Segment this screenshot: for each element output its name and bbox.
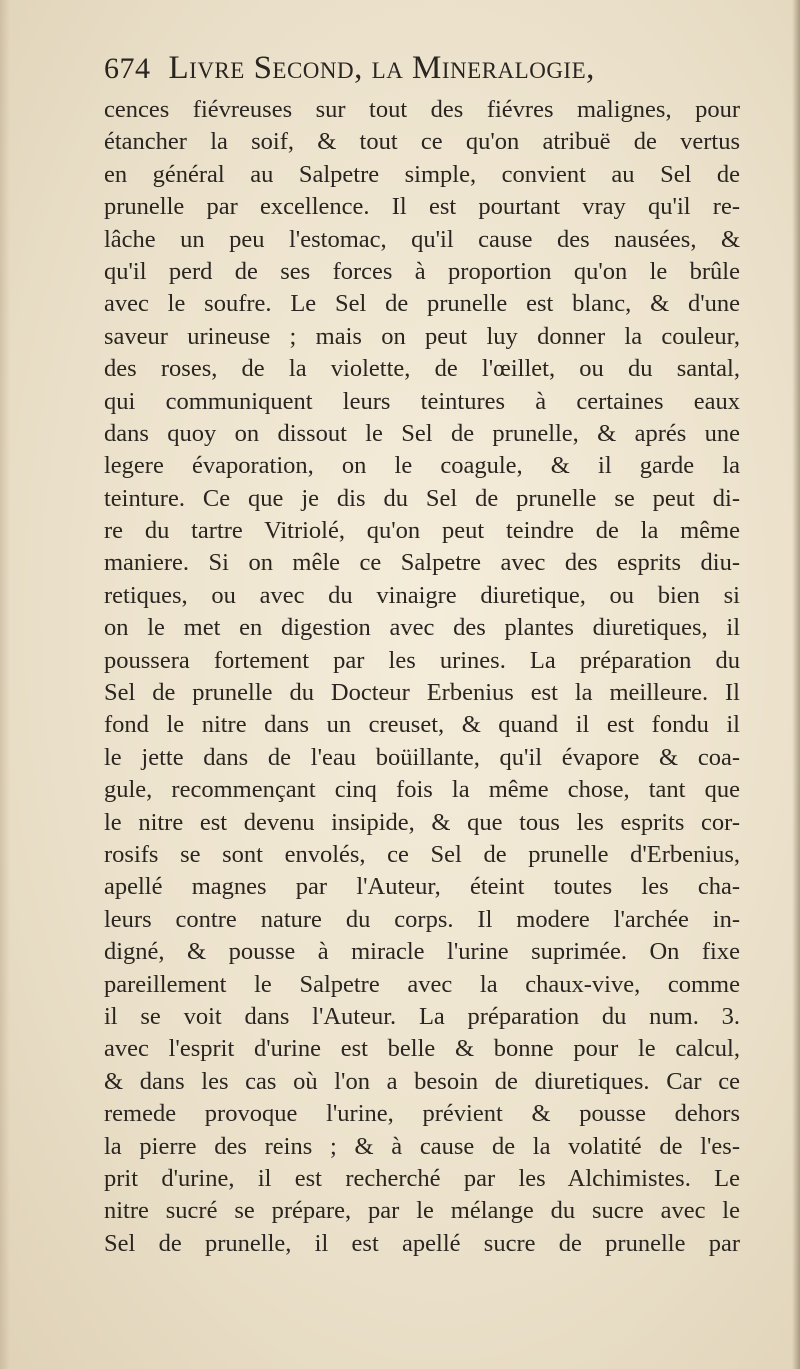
text-line: Sel de prunelle, il est apellé sucre de prunelle par bbox=[104, 1229, 740, 1257]
text-line: nitre sucré se prépare, par le mélange du sucre avec le bbox=[104, 1197, 740, 1225]
text-line: re du tartre Vitriolé, qu'on peut teindre de la même bbox=[104, 517, 740, 545]
text-line: dans quoy on dissout le Sel de prunelle, & aprés une bbox=[104, 419, 740, 447]
text-line: avec l'esprit d'urine est belle & bonne pour le calcul, bbox=[104, 1035, 740, 1063]
text-line: cences fiévreuses sur tout des fiévres malignes, pour bbox=[104, 96, 740, 123]
text-line: saveur urineuse ; mais on peut luy donner la couleur, bbox=[104, 322, 740, 350]
text-line: il se voit dans l'Auteur. La préparation du num. 3. bbox=[104, 1002, 740, 1030]
text-line: maniere. Si on mêle ce Salpetre avec des esprits diu- bbox=[104, 549, 740, 577]
text-line: gule, recommençant cinq fois la même chose, tant que bbox=[104, 776, 740, 804]
text-line: le nitre est devenu insipide, & que tous les esprits cor- bbox=[104, 808, 740, 836]
text-line: retiques, ou avec du vinaigre diuretique, ou bien si bbox=[104, 581, 740, 609]
text-line: avec le soufre. Le Sel de prunelle est blanc, & d'une bbox=[104, 290, 740, 318]
text-line: lâche un peu l'estomac, qu'il cause des nausées, & bbox=[104, 225, 740, 253]
text-line: poussera fortement par les urines. La préparation du bbox=[104, 646, 740, 674]
text-line: étancher la soif, & tout ce qu'on atribuë de vertus bbox=[104, 128, 740, 156]
text-line: fond le nitre dans un creuset, & quand il est fondu il bbox=[104, 711, 740, 739]
text-line: leurs contre nature du corps. Il modere l'archée in- bbox=[104, 905, 740, 933]
running-title: Livre Second, la Mineralogie, bbox=[168, 50, 595, 86]
text-line: des roses, de la violette, de l'œillet, ou du santal, bbox=[104, 355, 740, 383]
text-line: & dans les cas où l'on a besoin de diuretiques. Car ce bbox=[104, 1067, 740, 1095]
text-line: Sel de prunelle du Docteur Erbenius est la meilleure. Il bbox=[104, 679, 740, 707]
text-line: pareillement le Salpetre avec la chaux-vive, comme bbox=[104, 970, 740, 998]
page-right-edge bbox=[792, 0, 800, 1369]
text-line: qu'il perd de ses forces à proportion qu'on le brûle bbox=[104, 257, 740, 285]
text-line: la pierre des reins ; & à cause de la volatité de l'es- bbox=[104, 1132, 740, 1160]
text-line: digné, & pousse à miracle l'urine suprimée. On fixe bbox=[104, 938, 740, 966]
text-line: rosifs se sont envolés, ce Sel de prunelle d'Erbenius, bbox=[104, 840, 740, 868]
page-number: 674 bbox=[104, 52, 151, 85]
running-head bbox=[104, 50, 740, 94]
text-line: teinture. Ce que je dis du Sel de prunelle se peut di- bbox=[104, 484, 740, 512]
text-line: legere évaporation, on le coagule, & il garde la bbox=[104, 452, 740, 480]
page-left-shadow bbox=[0, 0, 10, 1369]
text-line: le jette dans de l'eau boüillante, qu'il évapore & coa- bbox=[104, 743, 740, 771]
text-line: en général au Salpetre simple, convient au Sel de bbox=[104, 160, 740, 188]
text-block bbox=[104, 50, 740, 1260]
text-line: on le met en digestion avec des plantes diuretiques, il bbox=[104, 614, 740, 642]
text-line: prunelle par excellence. Il est pourtant vray qu'il re- bbox=[104, 193, 740, 221]
text-line: qui communiquent leurs teintures à certaines eaux bbox=[104, 387, 740, 415]
text-line: remede provoque l'urine, prévient & pousse dehors bbox=[104, 1100, 740, 1128]
text-line: apellé magnes par l'Auteur, éteint toutes les cha- bbox=[104, 873, 740, 901]
text-line: prit d'urine, il est recherché par les Alchimistes. Le bbox=[104, 1164, 740, 1192]
